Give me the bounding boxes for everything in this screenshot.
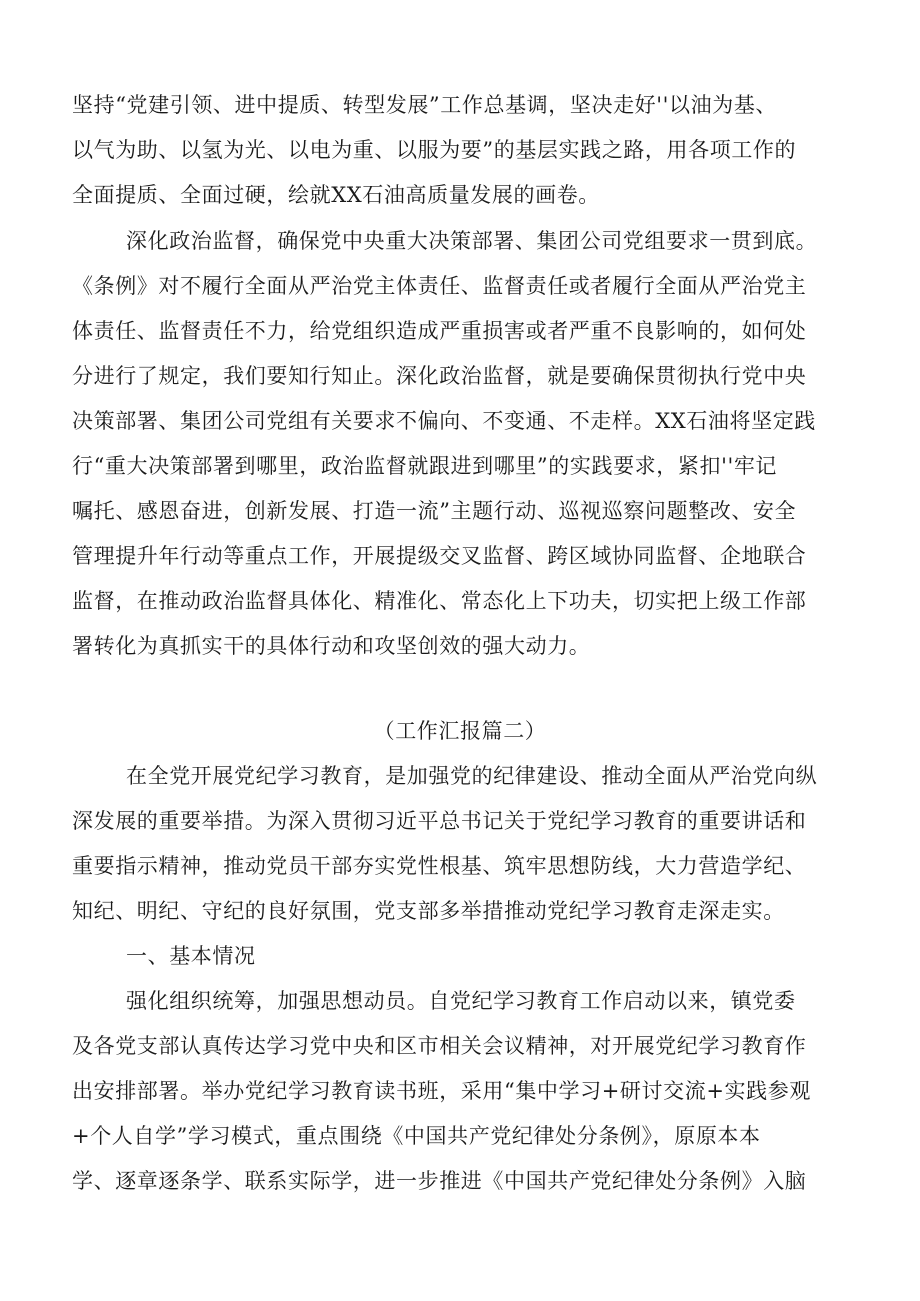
text-line: 分进行了规定，我们要知行知止。深化政治监督，就是要确保贯彻执行党中央 (72, 364, 807, 388)
text-line: 强化组织统筹，加强思想动员。自党纪学习教育工作启动以来，镇党委 (126, 989, 796, 1013)
text-line: 深化政治监督，确保党中央重大决策部署、集团公司党组要求一贯到底。 (126, 229, 818, 253)
text-line: 行“重大决策部署到哪里，政治监督就跟进到哪里”的实践要求，紧扣''牢记 (72, 454, 778, 478)
section-title: （工作汇报篇二） (373, 719, 547, 743)
text-line: 体责任、监督责任不力，给党组织造成严重损害或者严重不良影响的，如何处 (72, 319, 807, 343)
text-line: 在全党开展党纪学习教育，是加强党的纪律建设、推动全面从严治党向纵 (126, 764, 818, 788)
text-line: 《条例》对不履行全面从严治党主体责任、监督责任或者履行全面从严治党主 (72, 274, 807, 298)
text-line: 以气为助、以氢为光、以电为重、以服为要”的基层实践之路，用各项工作的 (72, 138, 797, 162)
text-line: 管理提升年行动等重点工作，开展提级交叉监督、跨区域协同监督、企地联合 (72, 544, 807, 568)
text-line: 学、逐章逐条学、联系实际学，进一步推进《中国共产党纪律处分条例》入脑 (72, 1169, 807, 1193)
text-line: +个人自学”学习模式，重点围绕《中国共产党纪律处分条例》，原原本本 (72, 1124, 761, 1148)
text-line: 嘱托、感恩奋进，创新发展、打造一流”主题行动、巡视巡察问题整改、安全 (72, 499, 797, 523)
text-line: 全面提质、全面过硬，绘就XX石油高质量发展的画卷。 (72, 183, 600, 207)
text-line: 监督，在推动政治监督具体化、精准化、常态化上下功夫，切实把上级工作部 (72, 589, 807, 613)
text-line: 知纪、明纪、守纪的良好氛围，党支部多举措推动党纪学习教育走深走实。 (72, 899, 785, 923)
text-line: 及各党支部认真传达学习党中央和区市相关会议精神，对开展党纪学习教育作 (72, 1034, 807, 1058)
text-line: 出安排部署。举办党纪学习教育读书班，采用“集中学习+研讨交流+实践参观 (72, 1079, 811, 1103)
text-line: 重要指示精神，推动党员干部夯实党性根基、筑牢思想防线，大力营造学纪、 (72, 854, 807, 878)
text-line: 署转化为真抓实干的具体行动和攻坚创效的强大动力。 (72, 634, 591, 658)
section-heading: 一、基本情况 (126, 944, 256, 968)
text-line: 深发展的重要举措。为深入贯彻习近平总书记关于党纪学习教育的重要讲话和 (72, 809, 807, 833)
text-line: 决策部署、集团公司党组有关要求不偏向、不变通、不走样。XX石油将坚定践 (72, 409, 816, 433)
text-line: 坚持“党建引领、进中提质、转型发展”工作总基调，坚决走好''以油为基、 (72, 93, 778, 117)
